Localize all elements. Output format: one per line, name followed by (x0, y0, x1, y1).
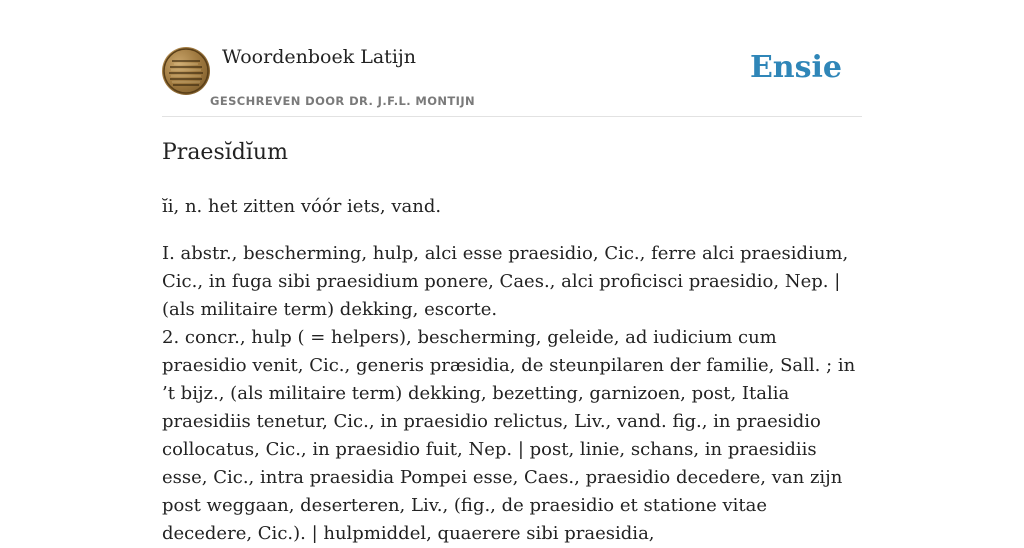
book-title[interactable]: Woordenboek Latijn (222, 46, 417, 68)
entry-grammar: ĭi, n. het zitten vóór iets, vand. (162, 196, 442, 217)
entry-headword: Praesĭdĭum (162, 140, 288, 165)
entry-sense-2: 2. concr., hulp ( = helpers), bescherming, geleide, ad iudicium cum praesidio venit, Cic., generis præsidia, de steunpilaren der familie, Sall. ; in ’t bijz., (als militaire term) dekking, bezetting, garnizoen, post, Italia praesidiis tenetur, Cic., in praesidio relictus, Liv., vand. fig., in praesidio collocatus, Cic., in praesidio fuit, Nep. | post, linie, schans, in praesidiis esse, Cic., intra praesidia Pompei esse, Caes., praesidio decedere, van zijn post weggaan, deserteren, Liv., (fig., de praesidio et statione vitae decedere, Cic.). | hulpmiddel, quaerere sibi praesidia, (162, 327, 856, 544)
entry-body (162, 193, 862, 548)
author-byline: GESCHREVEN DOOR DR. J.F.L. MONTIJN (210, 94, 476, 108)
brand-logo[interactable]: Ensie (749, 50, 842, 85)
coin-inscription-icon[interactable] (162, 47, 210, 95)
site-header (162, 46, 862, 117)
entry-sense-1: I. abstr., bescherming, hulp, alci esse praesidio, Cic., ferre alci praesidium, Cic., in fuga sibi praesidium ponere, Caes., alci proficisci praesidio, Nep. | (als militaire term) dekking, escorte. (162, 243, 849, 320)
